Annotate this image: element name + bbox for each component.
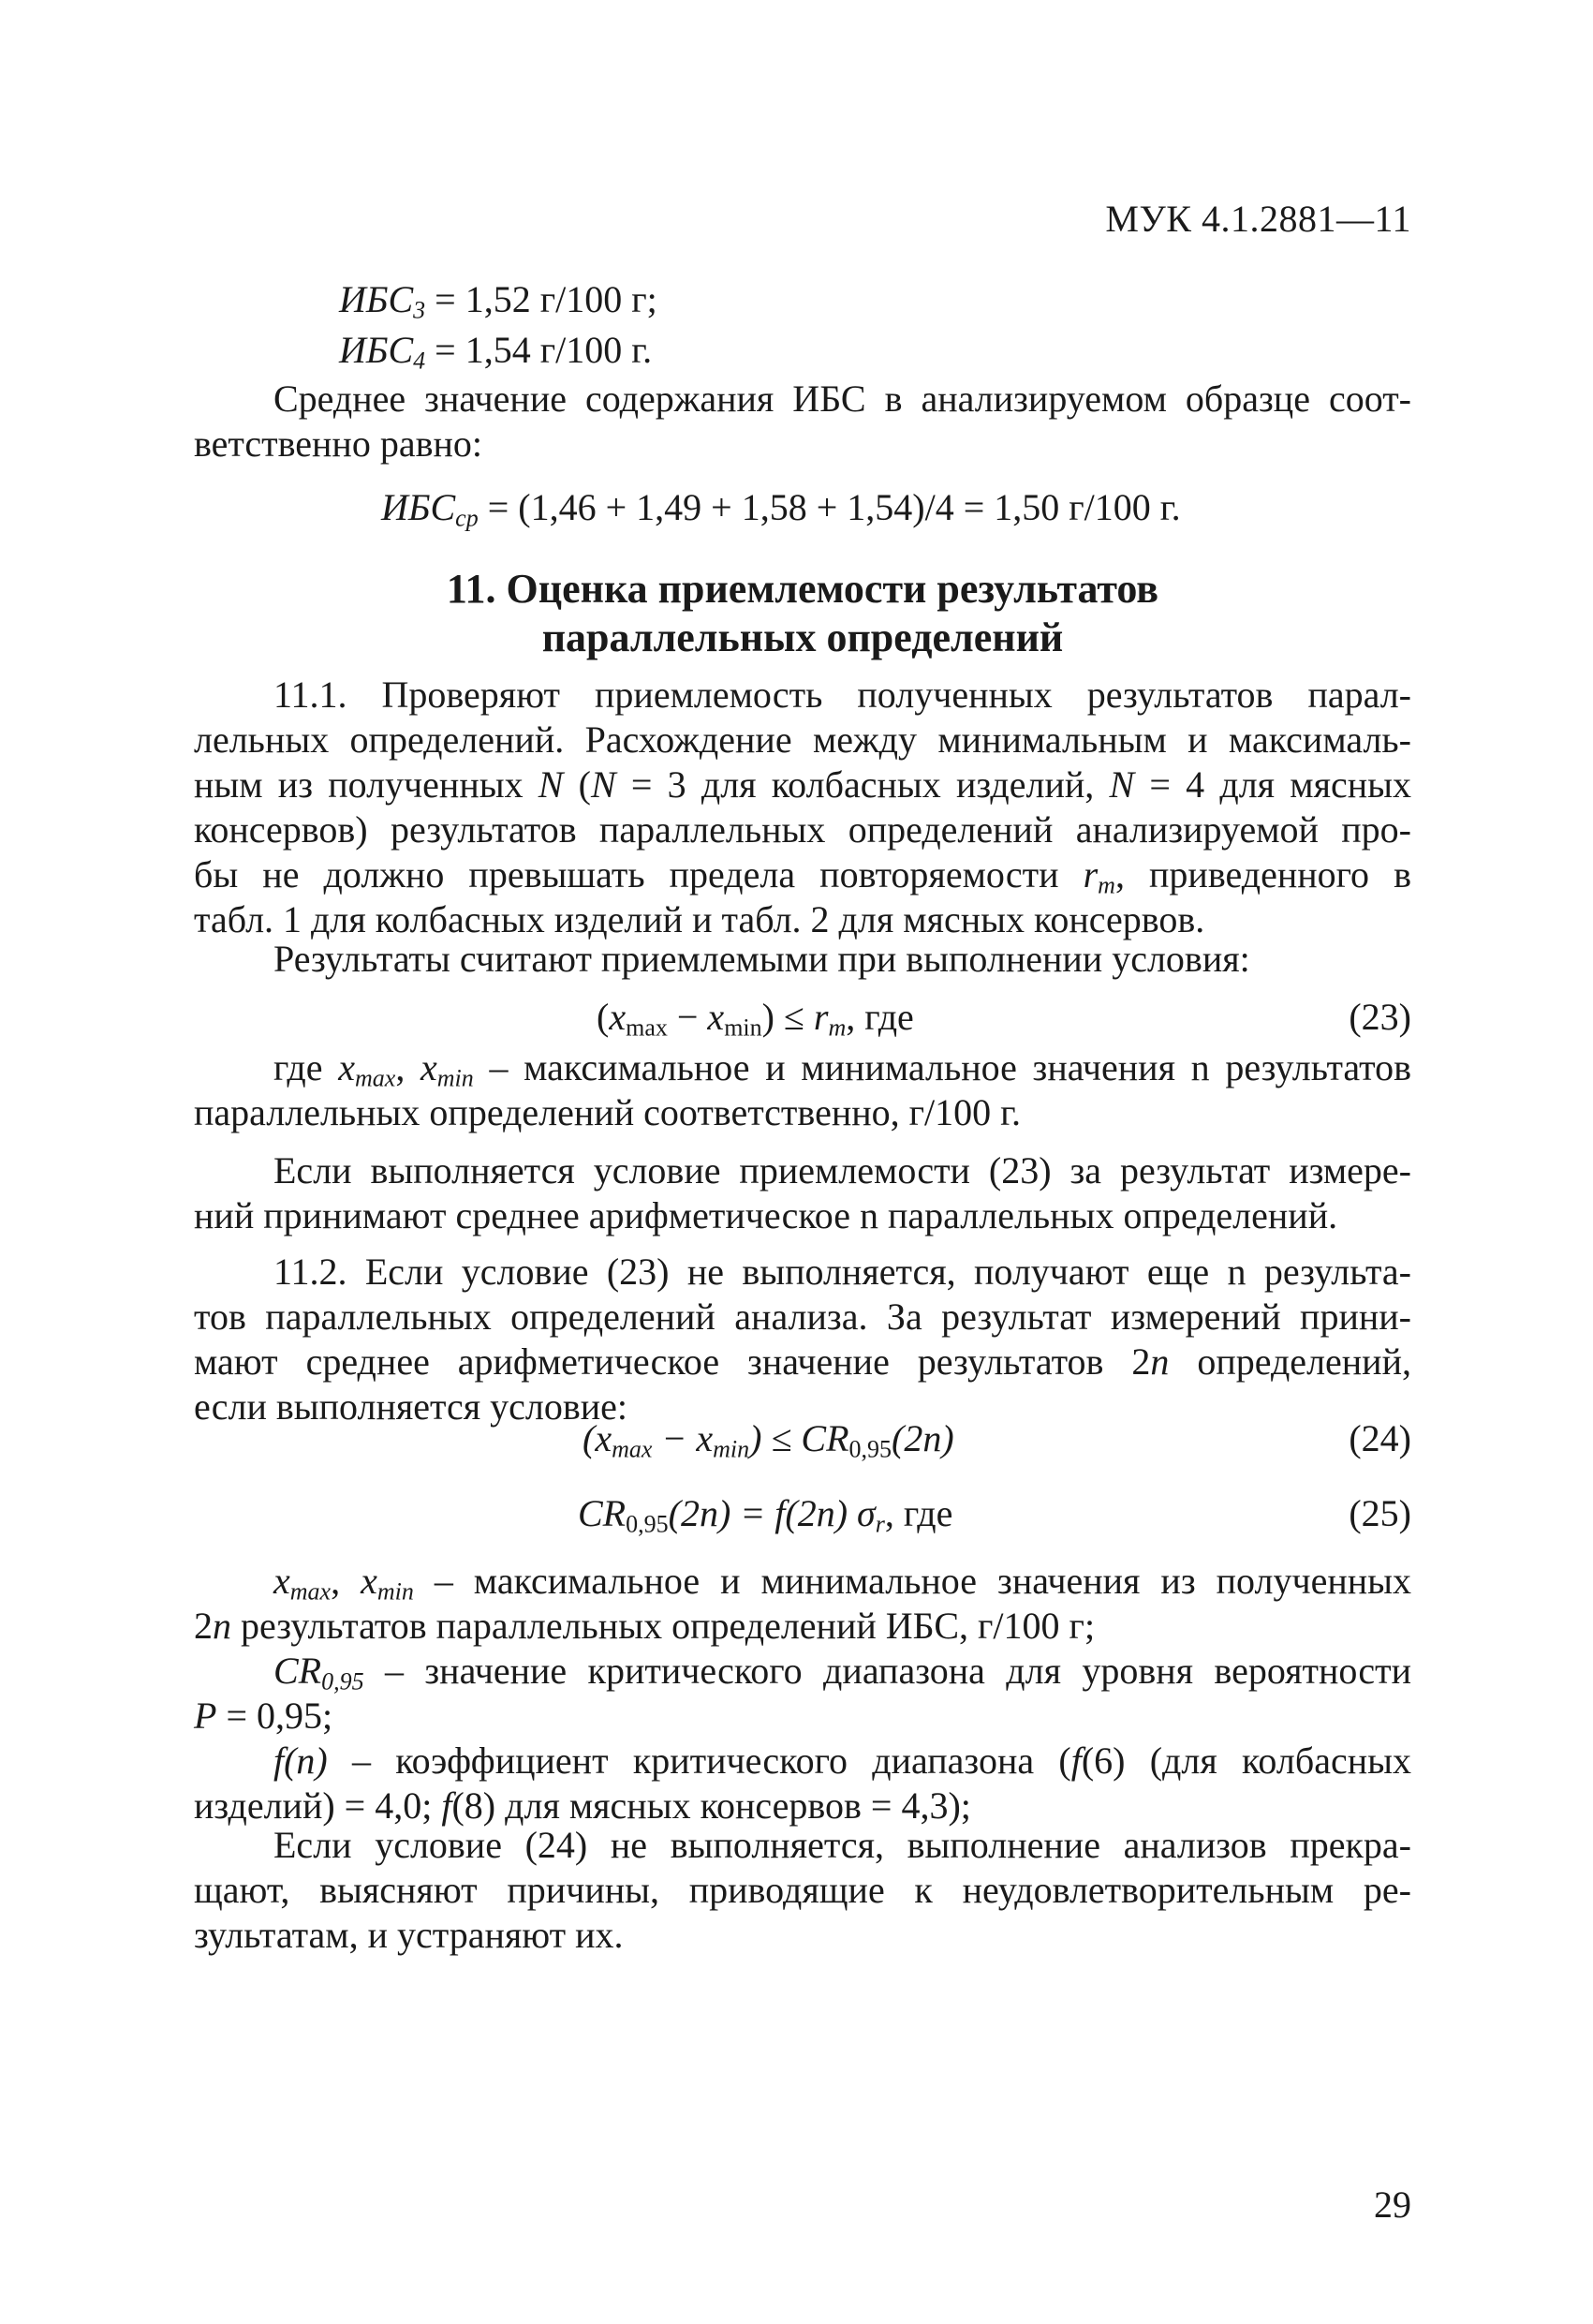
equation-number-23: (23) (1349, 996, 1411, 1038)
paragraph-11-1: 11.1. Проверяют приемлемость полученных результатов парал- лельных определений. Расхождение между минимальным и максималь- ным из полученных N (N = 3 для колбасных изделий, N = 4 для мясных консервов) результатов параллельных определений анализируемой про- бы не должно превышать предела повторяемости $r_m$, приведенного в табл. 1 для колбасных изделий и табл. 2 для мясных консервов. (194, 674, 1412, 940)
equation-number-24: (24) (1349, 1417, 1411, 1459)
equation-24: $(x_{max} - x_{min}) \le CR_{0,95}(2n)$ (583, 1417, 954, 1463)
paragraph-where: где $x_{max}$, $x_{min}$ – максимальное и минимальное значения n результатов параллельных определений соответственно, г/100 г. (194, 1046, 1411, 1133)
formula-ibs3: $ИБС_3 = 1,52$ г/100 г; (339, 278, 657, 324)
document-code: МУК 4.1.2881—11 (1105, 198, 1411, 240)
section-heading: 11. Оценка приемлемости результатов параллельных определений (446, 566, 1159, 660)
definitions: $x_{max}$, $x_{min}$ – максимальное и минимальное значения из полученных 2n результатов параллельных определений ИБС, г/100 г; $CR_{0,95}$ – значение критического диапазона для уровня вероятности P = 0,95; f(n) – коэффициент критического диапазона (f(6) (для колбасных изделий) = 4,0; f(8) для мясных консервов = 4,3); (194, 1560, 1412, 1827)
formula-ibs-average: $ИБС_{ср} = (1,46 + 1,49 + 1,58 + 1,54)/4 = 1,50$ г/100 г. (381, 486, 1181, 532)
document-page (194, 0, 1411, 2324)
equation-23: $(x_{max} - x_{min}) \le r_m$, где (597, 996, 914, 1042)
paragraph-final: Если условие (24) не выполняется, выполнение анализов прекра- щают, выясняют причины, приводящие к неудовлетворительным ре- зультатам, и устраняют их. (194, 1824, 1411, 1956)
paragraph-if-condition: Если выполняется условие приемлемости (23) за результат измере- ний принимают среднее арифметическое n параллельных определений. (194, 1149, 1411, 1236)
formula-ibs4: $ИБС_4 = 1,54$ г/100 г. (339, 329, 653, 375)
paragraph-acceptance: Результаты считают приемлемыми при выполнении условия: (273, 938, 1250, 980)
paragraph-average: Среднее значение содержания ИБС в анализируемом образце соот- ветственно равно: (194, 377, 1411, 465)
equation-25: $CR_{0,95}(2n) = f(2n)$ $\sigma_r$, где (578, 1492, 953, 1538)
paragraph-11-2: 11.2. Если условие (23) не выполняется, получают еще n результа- тов параллельных определений анализа. За результат измерений прини- мают среднее арифметическое значение результатов 2n определений, если выполняется условие: (194, 1251, 1411, 1428)
equation-number-25: (25) (1349, 1492, 1411, 1534)
page-number: 29 (1374, 2183, 1411, 2226)
